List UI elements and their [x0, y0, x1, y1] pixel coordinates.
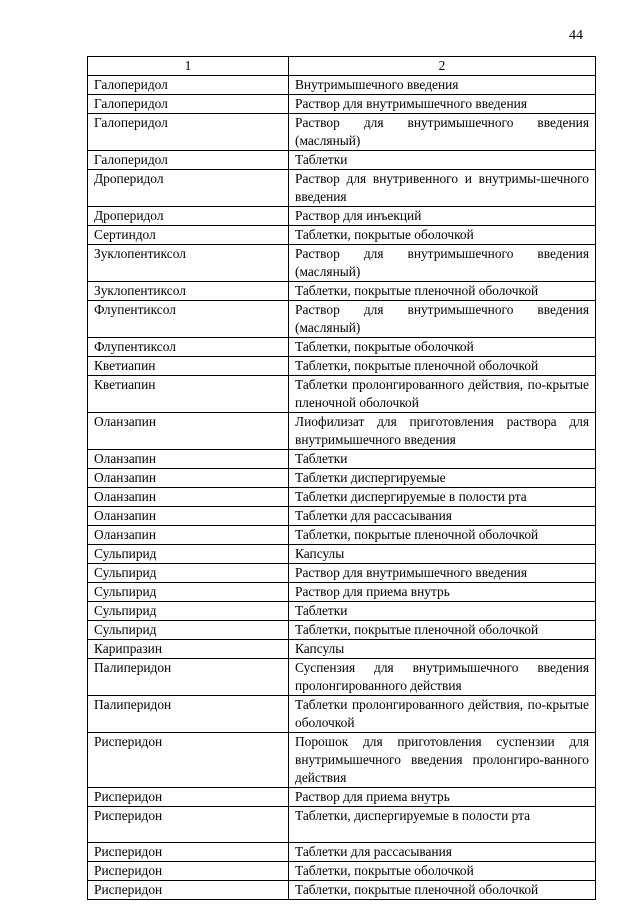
- drug-name-cell: Рисперидон: [88, 843, 289, 862]
- drug-name-cell: Рисперидон: [88, 733, 289, 788]
- drug-name-cell: Рисперидон: [88, 881, 289, 900]
- table-row: [88, 357, 596, 376]
- table-row: [88, 469, 596, 488]
- drug-name-cell: Галоперидол: [88, 76, 289, 95]
- dosage-form-cell: Капсулы: [289, 640, 596, 659]
- table-row: [88, 282, 596, 301]
- table-row: [88, 450, 596, 469]
- table-row: [88, 640, 596, 659]
- table-row: [88, 170, 596, 207]
- drug-name-cell: Оланзапин: [88, 413, 289, 450]
- dosage-form-cell: Таблетки: [289, 602, 596, 621]
- drug-name-cell: Карипразин: [88, 640, 289, 659]
- table-row: [88, 301, 596, 338]
- dosage-form-cell: Таблетки, покрытые пленочной оболочкой: [289, 357, 596, 376]
- drug-name-cell: Оланзапин: [88, 507, 289, 526]
- dosage-form-cell: Таблетки для рассасывания: [289, 507, 596, 526]
- drug-name-cell: Галоперидол: [88, 114, 289, 151]
- table-row: [88, 564, 596, 583]
- drug-name-cell: Дроперидол: [88, 170, 289, 207]
- table-row: [88, 696, 596, 733]
- dosage-form-cell: Раствор для внутримышечного введения (масляный): [289, 245, 596, 282]
- drug-name-cell: Зуклопентиксол: [88, 282, 289, 301]
- dosage-form-cell: Раствор для инъекций: [289, 207, 596, 226]
- table-header-row: [88, 57, 596, 76]
- table-row: [88, 207, 596, 226]
- table-row: [88, 338, 596, 357]
- dosage-form-cell: Раствор для приема внутрь: [289, 583, 596, 602]
- table-row: [88, 95, 596, 114]
- table-row: [88, 151, 596, 170]
- table-row: [88, 843, 596, 862]
- drug-name-cell: Рисперидон: [88, 807, 289, 843]
- table-row: [88, 245, 596, 282]
- table-row: [88, 376, 596, 413]
- dosage-form-cell: Порошок для приготовления суспензии для внутримышечного введения пролонгиро-ванного действия: [289, 733, 596, 788]
- table-row: [88, 881, 596, 900]
- drug-name-cell: Галоперидол: [88, 95, 289, 114]
- dosage-form-cell: Лиофилизат для приготовления раствора для внутримышечного введения: [289, 413, 596, 450]
- drug-name-cell: Дроперидол: [88, 207, 289, 226]
- drug-name-cell: Палиперидон: [88, 696, 289, 733]
- dosage-form-cell: Таблетки, покрытые пленочной оболочкой: [289, 881, 596, 900]
- table-row: [88, 583, 596, 602]
- dosage-form-cell: Раствор для внутривенного и внутримы-шечного введения: [289, 170, 596, 207]
- drug-name-cell: Сульпирид: [88, 602, 289, 621]
- drug-name-cell: Оланзапин: [88, 488, 289, 507]
- dosage-form-cell: Таблетки пролонгированного действия, по-крытые пленочной оболочкой: [289, 376, 596, 413]
- drug-name-cell: Рисперидон: [88, 788, 289, 807]
- table-row: [88, 76, 596, 95]
- dosage-form-cell: Таблетки, покрытые пленочной оболочкой: [289, 621, 596, 640]
- table-row: [88, 488, 596, 507]
- table-row: [88, 226, 596, 245]
- dosage-form-cell: Таблетки, покрытые пленочной оболочкой: [289, 526, 596, 545]
- dosage-form-cell: Таблетки, покрытые оболочкой: [289, 226, 596, 245]
- table-row: [88, 733, 596, 788]
- drug-name-cell: Оланзапин: [88, 526, 289, 545]
- dosage-form-cell: Таблетки для рассасывания: [289, 843, 596, 862]
- table-row: [88, 545, 596, 564]
- table-row: [88, 621, 596, 640]
- page-number: 44: [569, 28, 583, 43]
- table-row: [88, 807, 596, 843]
- drug-name-cell: Оланзапин: [88, 469, 289, 488]
- dosage-form-cell: Таблетки, покрытые оболочкой: [289, 862, 596, 881]
- dosage-form-cell: Капсулы: [289, 545, 596, 564]
- table-row: [88, 526, 596, 545]
- dosage-form-cell: Таблетки, покрытые оболочкой: [289, 338, 596, 357]
- column-header-2: 2: [289, 57, 596, 76]
- table-row: [88, 507, 596, 526]
- dosage-form-cell: Таблетки, диспергируемые в полости рта: [289, 807, 596, 843]
- drug-name-cell: Зуклопентиксол: [88, 245, 289, 282]
- drug-name-cell: Кветиапин: [88, 376, 289, 413]
- drug-forms-table: [87, 56, 596, 900]
- table-row: [88, 602, 596, 621]
- drug-name-cell: Оланзапин: [88, 450, 289, 469]
- dosage-form-cell: Раствор для внутримышечного введения (масляный): [289, 301, 596, 338]
- dosage-form-cell: Раствор для внутримышечного введения: [289, 95, 596, 114]
- drug-name-cell: Сульпирид: [88, 621, 289, 640]
- drug-name-cell: Флупентиксол: [88, 301, 289, 338]
- dosage-form-cell: Таблетки диспергируемые в полости рта: [289, 488, 596, 507]
- table-row: [88, 114, 596, 151]
- drug-name-cell: Палиперидон: [88, 659, 289, 696]
- dosage-form-cell: Таблетки: [289, 151, 596, 170]
- dosage-form-cell: Суспензия для внутримышечного введения пролонгированного действия: [289, 659, 596, 696]
- table-row: [88, 413, 596, 450]
- table-row: [88, 788, 596, 807]
- drug-name-cell: Кветиапин: [88, 357, 289, 376]
- dosage-form-cell: Раствор для приема внутрь: [289, 788, 596, 807]
- dosage-form-cell: Внутримышечного введения: [289, 76, 596, 95]
- drug-name-cell: Галоперидол: [88, 151, 289, 170]
- drug-name-cell: Флупентиксол: [88, 338, 289, 357]
- table-row: [88, 862, 596, 881]
- drug-name-cell: Сертиндол: [88, 226, 289, 245]
- dosage-form-cell: Таблетки: [289, 450, 596, 469]
- drug-name-cell: Сульпирид: [88, 583, 289, 602]
- drug-name-cell: Рисперидон: [88, 862, 289, 881]
- drug-name-cell: Сульпирид: [88, 564, 289, 583]
- table-row: [88, 659, 596, 696]
- dosage-form-cell: Раствор для внутримышечного введения (масляный): [289, 114, 596, 151]
- dosage-form-cell: Раствор для внутримышечного введения: [289, 564, 596, 583]
- dosage-form-cell: Таблетки, покрытые пленочной оболочкой: [289, 282, 596, 301]
- dosage-form-cell: Таблетки пролонгированного действия, по-крытые оболочкой: [289, 696, 596, 733]
- drug-name-cell: Сульпирид: [88, 545, 289, 564]
- dosage-form-cell: Таблетки диспергируемые: [289, 469, 596, 488]
- column-header-1: 1: [88, 57, 289, 76]
